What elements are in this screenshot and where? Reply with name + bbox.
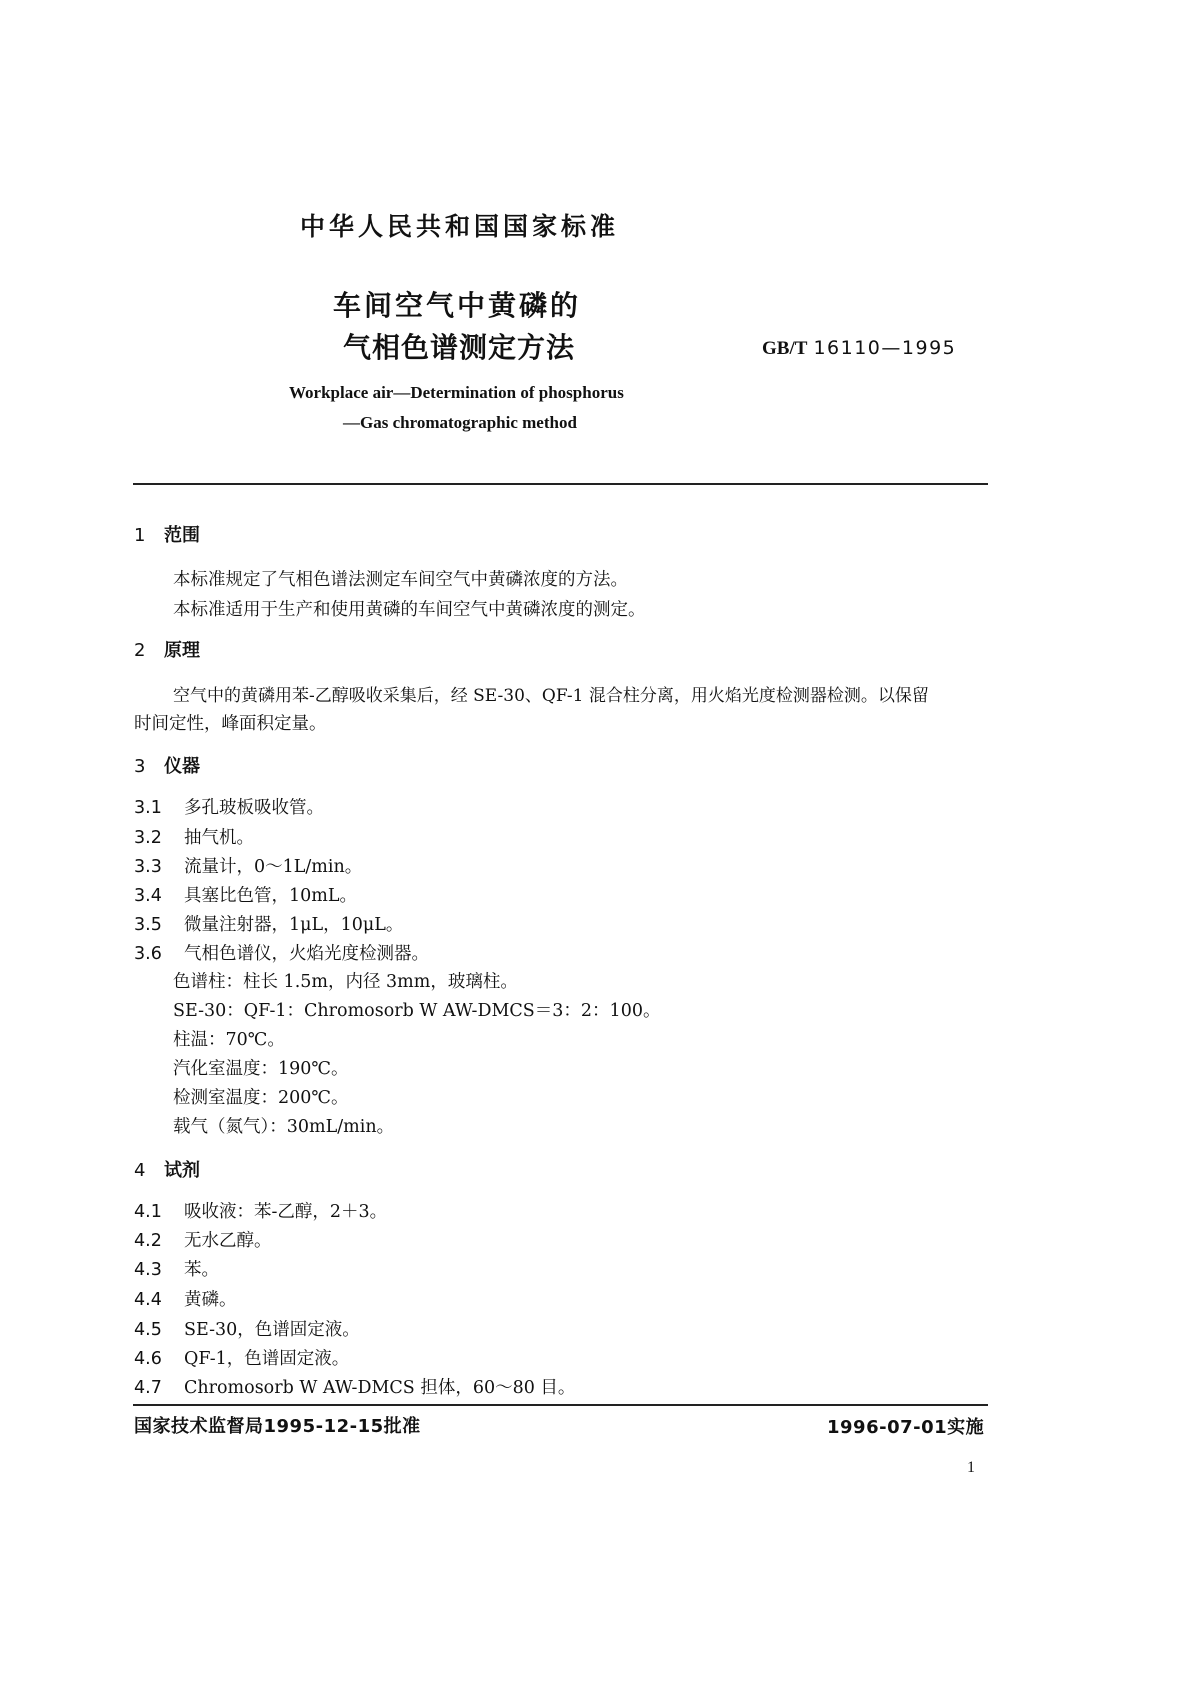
list-item xyxy=(134,853,362,878)
gc-condition: 汽化室温度：190℃。 xyxy=(173,1059,349,1079)
section-number: 2 xyxy=(134,640,146,661)
item-text: 无水乙醇。 xyxy=(184,1231,272,1251)
item-number: 3.2 xyxy=(134,828,162,848)
list-item xyxy=(134,1316,360,1341)
list-item xyxy=(134,1286,237,1311)
item-number: 4.7 xyxy=(134,1378,162,1398)
gc-condition: SE-30：QF-1：Chromosorb W AW-DMCS＝3：2：100。 xyxy=(173,1001,661,1021)
standard-code: 16110—1995 xyxy=(813,337,957,359)
header-divider xyxy=(133,483,988,485)
item-text: 气相色谱仪，火焰光度检测器。 xyxy=(184,944,429,964)
section-number: 3 xyxy=(134,756,146,777)
list-item xyxy=(134,1345,349,1370)
section-title: 范围 xyxy=(164,525,200,546)
item-text: SE-30，色谱固定液。 xyxy=(184,1320,360,1340)
item-number: 4.3 xyxy=(134,1260,162,1280)
item-number: 4.5 xyxy=(134,1320,162,1340)
item-text: 具塞比色管，10mL。 xyxy=(184,886,357,906)
list-item xyxy=(134,794,324,819)
principle-line-1: 空气中的黄磷用苯-乙醇吸收采集后，经 SE-30、QF-1 混合柱分离，用火焰光度检测器检测。以保留 xyxy=(173,686,929,706)
approval-line: 国家技术监督局1995-12-15批准 xyxy=(134,1416,421,1437)
scope-paragraph-1: 本标准规定了气相色谱法测定车间空气中黄磷浓度的方法。 xyxy=(173,570,628,590)
section-title: 仪器 xyxy=(164,756,200,777)
item-text: 苯。 xyxy=(184,1260,219,1280)
item-number: 4.6 xyxy=(134,1349,162,1369)
item-text: 抽气机。 xyxy=(184,828,254,848)
item-text: QF-1，色谱固定液。 xyxy=(184,1349,350,1369)
gc-condition: 检测室温度：200℃。 xyxy=(173,1088,349,1108)
item-text: 吸收液：苯-乙醇，2＋3。 xyxy=(184,1202,388,1222)
gc-condition: 柱温：70℃。 xyxy=(173,1030,285,1050)
item-number: 3.6 xyxy=(134,944,162,964)
list-item xyxy=(134,1374,575,1399)
scope-paragraph-2: 本标准适用于生产和使用黄磷的车间空气中黄磷浓度的测定。 xyxy=(173,600,646,620)
title-line-2: 气相色谱测定方法 xyxy=(343,331,576,364)
gc-condition: 载气（氮气）：30mL/min。 xyxy=(173,1117,395,1137)
list-item xyxy=(134,882,357,907)
item-text: Chromosorb W AW-DMCS 担体，60～80 目。 xyxy=(184,1378,576,1398)
effective-date: 1996-07-01实施 xyxy=(827,1417,985,1438)
item-number: 3.4 xyxy=(134,886,162,906)
gc-condition: 色谱柱：柱长 1.5m，内径 3mm，玻璃柱。 xyxy=(173,972,518,992)
section-title: 原理 xyxy=(164,640,200,661)
item-number: 3.5 xyxy=(134,915,162,935)
section-heading-1 xyxy=(134,521,200,547)
standard-prefix: GB/T xyxy=(762,338,808,359)
org-name: 中华人民共和国国家标准 xyxy=(300,212,620,241)
section-number: 4 xyxy=(134,1160,146,1181)
page-number: 1 xyxy=(967,1459,975,1476)
list-item xyxy=(134,1227,272,1252)
item-text: 黄磷。 xyxy=(184,1290,237,1310)
section-title: 试剂 xyxy=(164,1160,200,1181)
item-text: 多孔玻板吸收管。 xyxy=(184,798,324,818)
item-number: 3.1 xyxy=(134,798,162,818)
section-heading-2 xyxy=(134,636,200,662)
item-text: 微量注射器，1μL，10μL。 xyxy=(184,915,404,935)
principle-line-2: 时间定性，峰面积定量。 xyxy=(134,714,327,734)
english-title-line-2: —Gas chromatographic method xyxy=(343,413,577,432)
item-number: 4.1 xyxy=(134,1202,162,1222)
standard-number xyxy=(762,337,956,360)
footer-divider xyxy=(133,1404,988,1406)
item-number: 4.4 xyxy=(134,1290,162,1310)
section-heading-3 xyxy=(134,752,200,778)
english-title-line-1: Workplace air—Determination of phosphorus xyxy=(289,383,624,402)
item-text: 流量计，0～1L/min。 xyxy=(184,857,363,877)
list-item xyxy=(134,1198,387,1223)
list-item xyxy=(134,1256,219,1281)
list-item xyxy=(134,824,254,849)
list-item xyxy=(134,911,403,936)
section-number: 1 xyxy=(134,525,146,546)
item-number: 4.2 xyxy=(134,1231,162,1251)
title-line-1: 车间空气中黄磷的 xyxy=(333,289,582,322)
section-heading-4 xyxy=(134,1156,200,1182)
item-number: 3.3 xyxy=(134,857,162,877)
list-item xyxy=(134,940,429,965)
